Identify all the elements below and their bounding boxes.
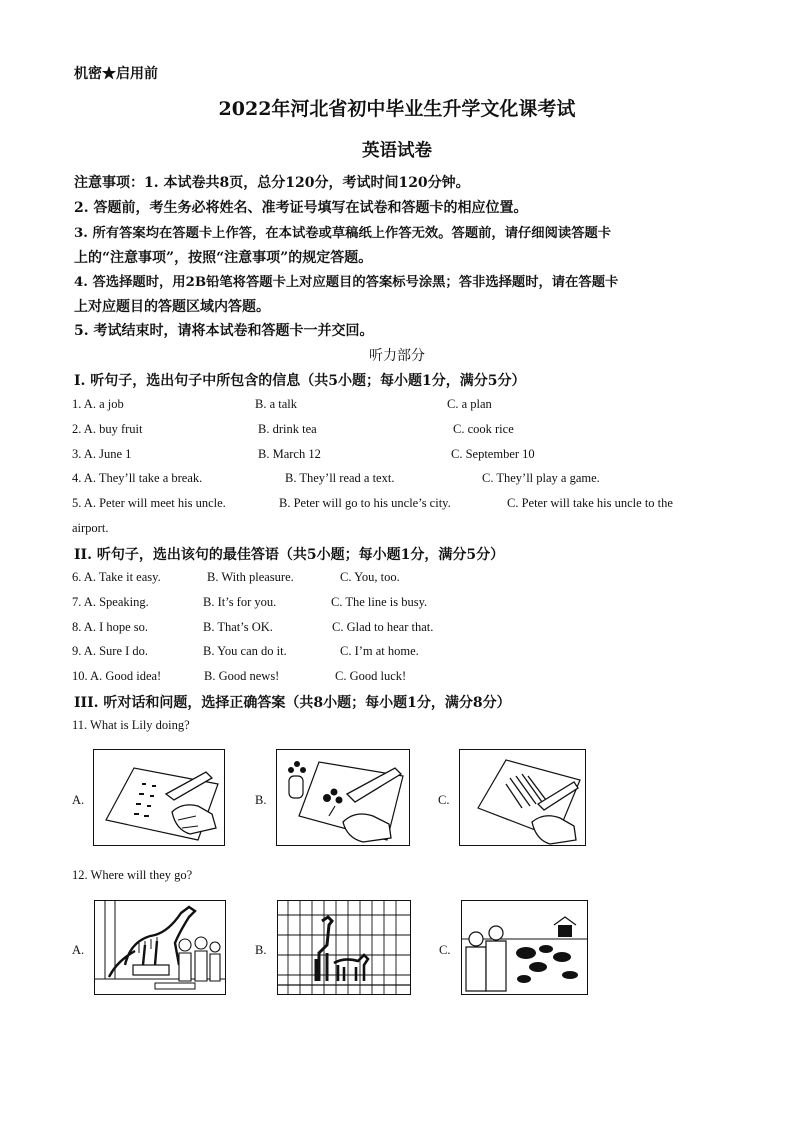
q4-option-a: 4. A. They’ll take a break. (72, 471, 203, 485)
q12-picture-a (94, 900, 226, 995)
zoo-giraffe-zebra-icon (278, 901, 410, 994)
q9-option-a: 9. A. Sure I do. (72, 644, 149, 658)
q12-question: 12. Where will they go? (72, 868, 193, 882)
q8-option-b: B. That’s OK. (203, 620, 273, 634)
q9-option-b: B. You can do it. (203, 644, 287, 658)
notes-line-4a: 4. 答选择题时，用2B铅笔将答题卡上对应题目的答案标号涂黑；答非选择题时，请在答题卡 (74, 275, 619, 290)
q6-option-b: B. With pleasure. (207, 570, 294, 584)
notes-line-2: 2. 答题前，考生务必将姓名、准考证号填写在试卷和答题卡的相应位置。 (74, 200, 528, 216)
q11-label-a: A. (72, 793, 85, 807)
section-2-heading: II. 听句子，选出该句的最佳答语（共5小题；每小题1分，满分5分） (74, 547, 505, 563)
q6-option-c: C. You, too. (340, 570, 400, 584)
q11-picture-a (93, 749, 225, 846)
q9-option-c: C. I’m at home. (340, 644, 419, 658)
q8-option-a: 8. A. I hope so. (72, 620, 149, 634)
q11-question: 11. What is Lily doing? (72, 718, 190, 732)
q5-option-b: B. Peter will go to his uncle’s city. (279, 496, 451, 510)
q12-label-b: B. (255, 943, 267, 957)
q10-option-c: C. Good luck! (335, 669, 407, 683)
hand-writing-letter-icon (460, 750, 585, 845)
q5-option-a: 5. A. Peter will meet his uncle. (72, 496, 226, 510)
q1-option-c: C. a plan (447, 397, 492, 411)
notes-line-3a: 3. 所有答案均在答题卡上作答，在本试卷或草稿纸上作答无效。答题前，请仔细阅读答题卡 (74, 226, 612, 241)
q2-option-b: B. drink tea (258, 422, 317, 436)
notes-line-1: 注意事项：1. 本试卷共8页，总分120分，考试时间120分钟。 (74, 175, 470, 191)
hand-drawing-flowers-icon (277, 750, 409, 845)
q2-option-c: C. cook rice (453, 422, 514, 436)
section-1-heading: Ⅰ. 听句子，选出句子中所包含的信息（共5小题；每小题1分，满分5分） (74, 373, 526, 389)
q12-picture-b (277, 900, 411, 995)
q4-option-b: B. They’ll read a text. (285, 471, 395, 485)
q5-option-c-continued: airport. (72, 521, 109, 535)
listening-part-label: 听力部分 (369, 348, 425, 364)
q10-option-a: 10. A. Good idea! (72, 669, 162, 683)
q12-label-a: A. (72, 943, 85, 957)
q8-option-c: C. Glad to hear that. (332, 620, 434, 634)
q10-option-b: B. Good news! (204, 669, 280, 683)
notes-line-5: 5. 考试结束时，请将本试卷和答题卡一并交回。 (74, 323, 374, 339)
hand-drawing-pattern-icon (94, 750, 224, 845)
q12-label-c: C. (439, 943, 451, 957)
museum-dinosaur-icon (95, 901, 225, 994)
q6-option-a: 6. A. Take it easy. (72, 570, 161, 584)
q3-option-b: B. March 12 (258, 447, 321, 461)
q1-option-a: 1. A. a job (72, 397, 124, 411)
q7-option-c: C. The line is busy. (331, 595, 428, 609)
q4-option-c: C. They’ll play a game. (482, 471, 600, 485)
notes-line-4b: 上对应题目的答题区域内答题。 (74, 299, 270, 315)
exam-subtitle: 英语试卷 (362, 141, 432, 161)
q7-option-a: 7. A. Speaking. (72, 595, 149, 609)
exam-title: 2022年河北省初中毕业生升学文化课考试 (218, 98, 576, 120)
q2-option-a: 2. A. buy fruit (72, 422, 143, 436)
q12-picture-c (461, 900, 588, 995)
notes-line-3b: 上的“注意事项”，按照“注意事项”的规定答题。 (74, 250, 373, 266)
q11-picture-b (276, 749, 410, 846)
section-3-heading: III. 听对话和问题，选择正确答案（共8小题；每小题1分，满分8分） (74, 695, 511, 711)
q5-option-c: C. Peter will take his uncle to the (507, 496, 673, 510)
q11-label-b: B. (255, 793, 267, 807)
q11-label-c: C. (438, 793, 450, 807)
q3-option-a: 3. A. June 1 (72, 447, 132, 461)
q11-picture-c (459, 749, 586, 846)
q3-option-c: C. September 10 (451, 447, 535, 461)
farm-animals-icon (462, 901, 587, 994)
q1-option-b: B. a talk (255, 397, 298, 411)
q7-option-b: B. It’s for you. (203, 595, 277, 609)
confidential-mark: 机密★启用前 (74, 66, 158, 82)
